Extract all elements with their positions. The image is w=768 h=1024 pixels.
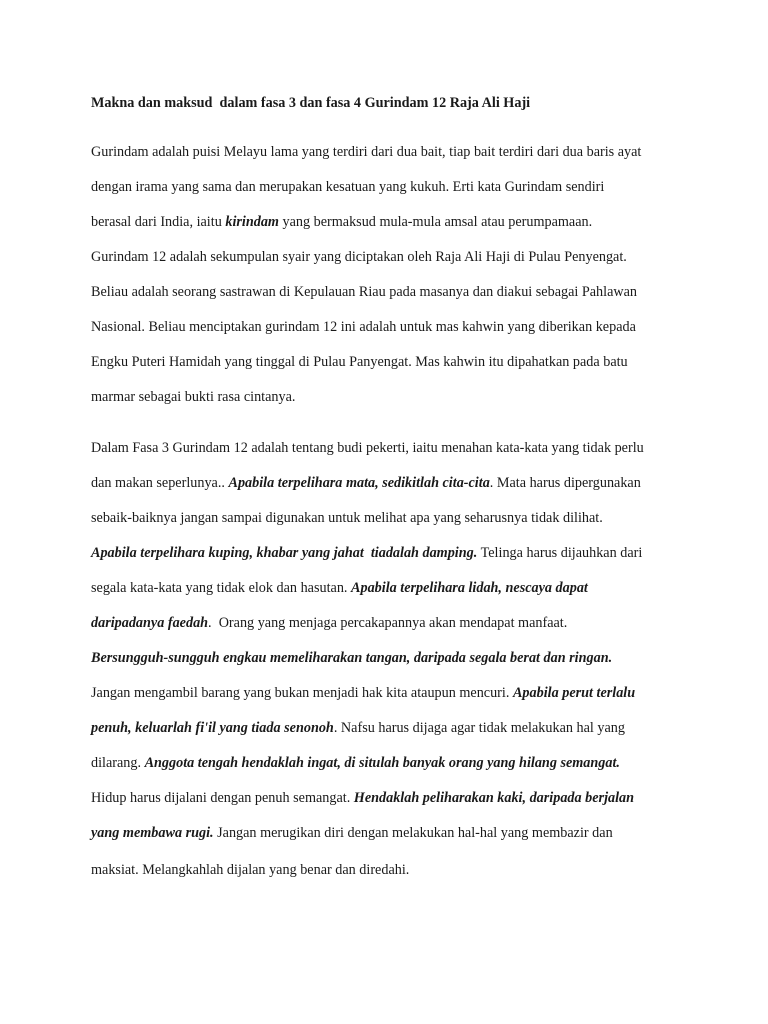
- paragraph-line: [91, 319, 636, 336]
- paragraph-line: [91, 475, 641, 492]
- emphasis-text: yang membawa rugi.: [91, 825, 214, 841]
- body-text: . Mata harus dipergunakan: [489, 475, 641, 491]
- body-text: Jangan merugikan diri dengan melakukan hal-hal yang membazir dan: [213, 825, 613, 841]
- body-text: Hidup harus dijalani dengan penuh semangat.: [91, 790, 354, 806]
- document-title: Makna dan maksud dalam fasa 3 dan fasa 4 Gurindam 12 Raja Ali Haji: [91, 95, 531, 111]
- paragraph-line: [91, 249, 627, 266]
- paragraph-line: [91, 284, 637, 301]
- body-text: yang bermaksud mula-mula amsal atau perumpamaan.: [278, 214, 593, 230]
- body-text: sebaik-baiknya jangan sampai digunakan untuk melihat apa yang seharusnya tidak dilihat.: [91, 510, 603, 526]
- body-text: dilarang.: [91, 755, 145, 771]
- paragraph-line: [91, 825, 613, 842]
- body-text: Engku Puteri Hamidah yang tinggal di Pulau Panyengat. Mas kahwin itu dipahatkan pada batu: [91, 354, 628, 370]
- emphasis-text: Apabila perut terlalu: [512, 685, 636, 701]
- emphasis-text: penuh, keluarlah fi'il yang tiada senonoh: [91, 720, 334, 736]
- body-text: Gurindam adalah puisi Melayu lama yang terdiri dari dua bait, tiap bait terdiri dari dua baris ayat: [91, 144, 642, 160]
- body-text: . Nafsu harus dijaga agar tidak melakukan hal yang: [333, 720, 625, 736]
- body-text: Telinga harus dijauhkan dari: [477, 545, 643, 561]
- body-text: maksiat. Melangkahlah dijalan yang benar dan diredahi.: [91, 862, 410, 878]
- emphasis-text: Anggota tengah hendaklah ingat, di situlah banyak orang yang hilang semangat.: [144, 755, 620, 771]
- body-text: . Orang yang menjaga percakapannya akan mendapat manfaat.: [208, 615, 568, 631]
- paragraph-line: [91, 790, 634, 807]
- paragraph-line: [91, 685, 635, 702]
- body-text: Beliau adalah seorang sastrawan di Kepulauan Riau pada masanya dan diakui sebagai Pahlawan: [91, 284, 638, 300]
- paragraph-line: [91, 144, 641, 161]
- emphasis-text: Apabila terpelihara mata, sedikitlah cita-cita: [228, 475, 490, 491]
- body-text: Jangan mengambil barang yang bukan menjadi hak kita ataupun mencuri.: [91, 685, 513, 701]
- body-text: dan makan seperlunya..: [91, 475, 229, 491]
- paragraph-line: [91, 720, 625, 737]
- paragraph-line: [91, 440, 644, 457]
- emphasis-text: Apabila terpelihara kuping, khabar yang jahat tiadalah damping.: [91, 545, 478, 561]
- paragraph-line: [91, 545, 642, 562]
- body-text: segala kata-kata yang tidak elok dan hasutan.: [91, 580, 352, 596]
- paragraph-line: [91, 354, 628, 371]
- emphasis-text: kirindam: [225, 214, 279, 230]
- paragraph-line: [91, 510, 603, 527]
- body-text: Nasional. Beliau menciptakan gurindam 12 ini adalah untuk mas kahwin yang diberikan kepada: [91, 319, 636, 335]
- body-text: marmar sebagai bukti rasa cintanya.: [91, 389, 296, 405]
- emphasis-text: Bersungguh-sungguh engkau memeliharakan tangan, daripada segala berat dan ringan.: [91, 650, 613, 666]
- paragraph-line: [91, 862, 409, 879]
- emphasis-text: Apabila terpelihara lidah, nescaya dapat: [351, 580, 588, 596]
- body-text: Gurindam 12 adalah sekumpulan syair yang diciptakan oleh Raja Ali Haji di Pulau Penyengat.: [91, 249, 627, 265]
- paragraph-line: [91, 580, 588, 597]
- paragraph-line: [91, 650, 612, 667]
- paragraph-line: [91, 389, 295, 406]
- paragraph-line: [91, 214, 592, 231]
- emphasis-text: Hendaklah peliharakan kaki, daripada berjalan: [353, 790, 635, 806]
- body-text: berasal dari India, iaitu: [91, 214, 226, 230]
- body-text: Dalam Fasa 3 Gurindam 12 adalah tentang budi pekerti, iaitu menahan kata-kata yang tidak perlu: [91, 440, 644, 456]
- emphasis-text: daripadanya faedah: [91, 615, 209, 631]
- paragraph-line: [91, 179, 604, 196]
- body-text: dengan irama yang sama dan merupakan kesatuan yang kukuh. Erti kata Gurindam sendiri: [91, 179, 605, 195]
- paragraph-line: [91, 615, 567, 632]
- paragraph-line: [91, 755, 620, 772]
